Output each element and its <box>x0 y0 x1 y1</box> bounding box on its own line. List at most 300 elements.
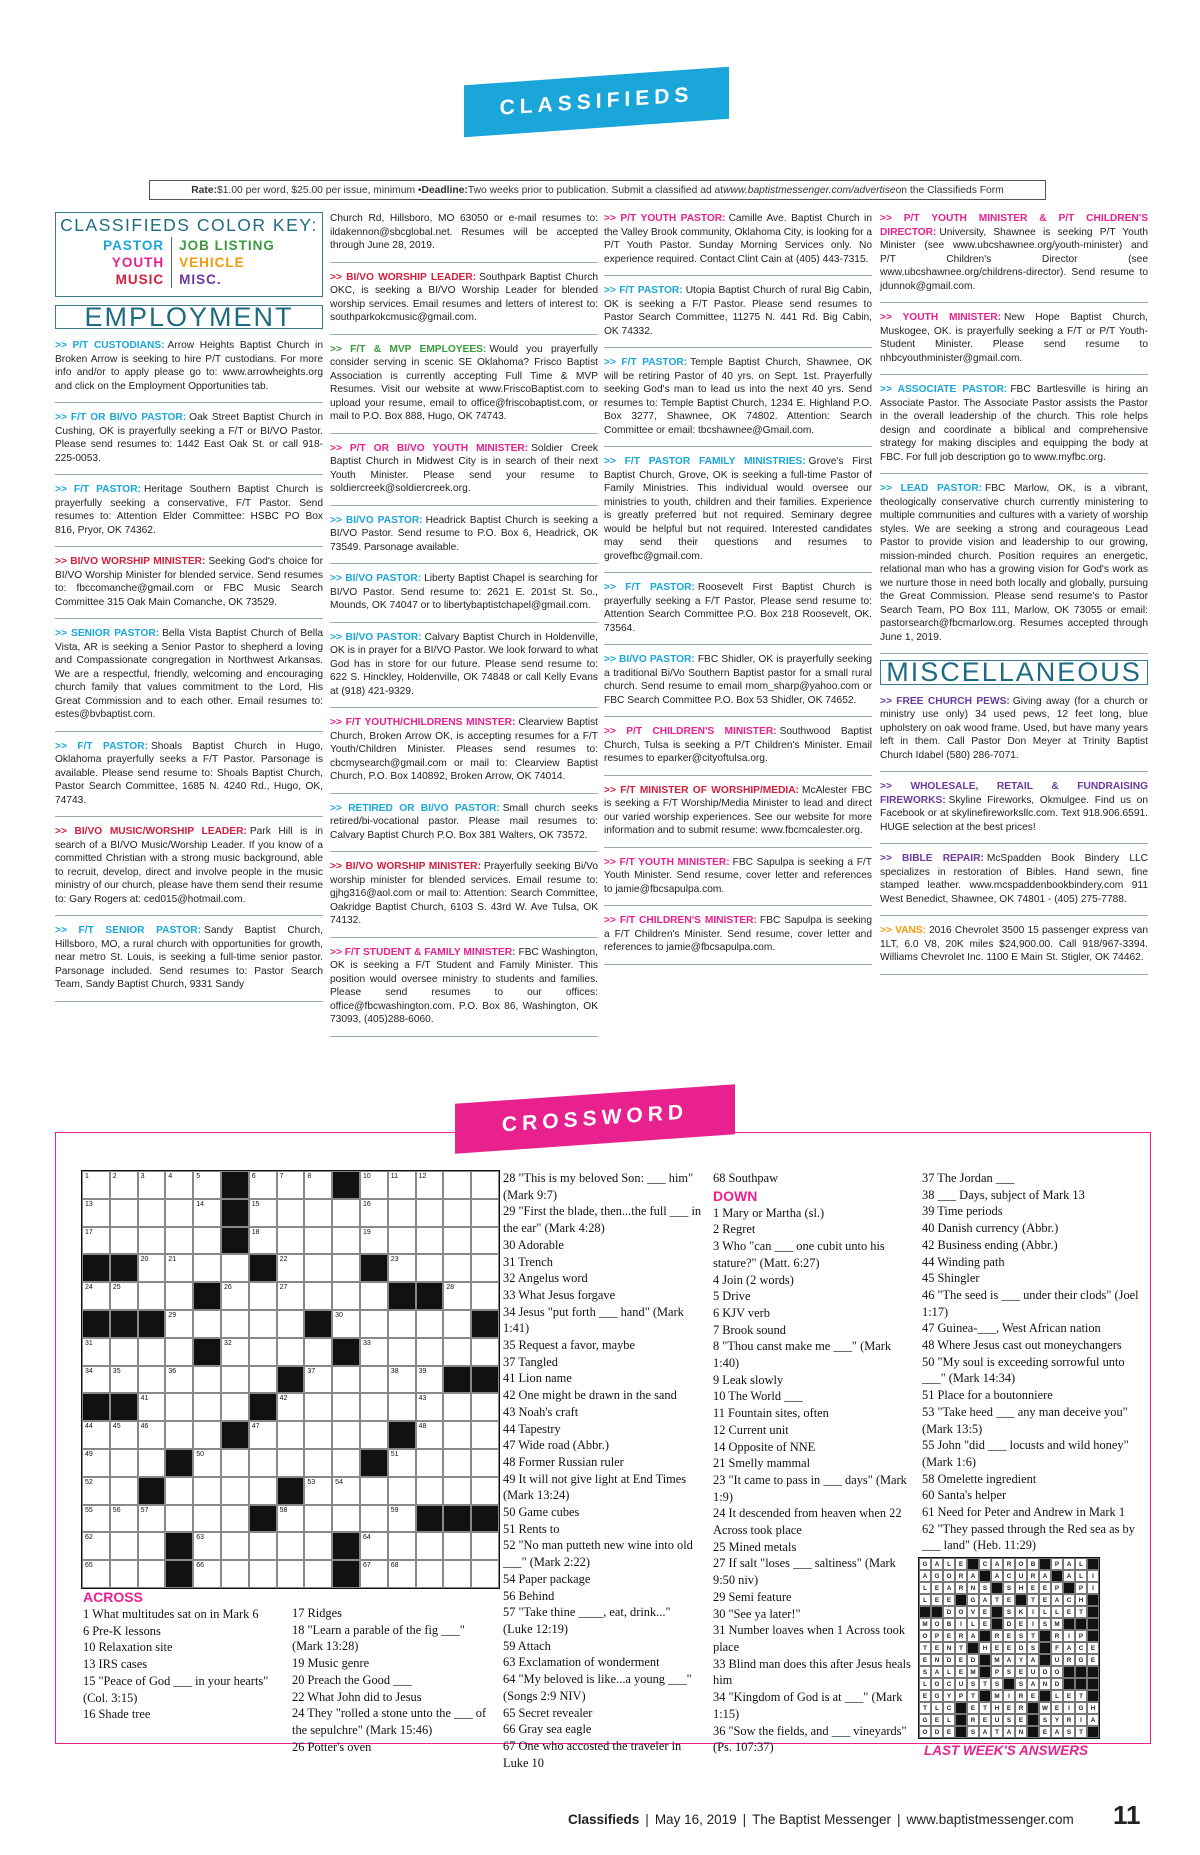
crossword-cell[interactable]: 2 <box>110 1171 138 1199</box>
solution-cell: G <box>931 1570 943 1582</box>
crossword-cell[interactable] <box>416 1449 444 1477</box>
clue: 67 One who accosted the traveler in Luke 10 <box>503 1738 682 1770</box>
crossword-cell[interactable]: 46 <box>138 1421 166 1449</box>
crossword-cell[interactable] <box>304 1227 332 1255</box>
solution-cell: T <box>1075 1726 1087 1738</box>
crossword-cell[interactable] <box>221 1393 249 1421</box>
crossword-cell[interactable] <box>332 1366 360 1394</box>
crossword-cell[interactable]: 3 <box>138 1171 166 1199</box>
crossword-cell[interactable] <box>138 1560 166 1588</box>
crossword-cell[interactable] <box>249 1310 277 1338</box>
crossword-cell[interactable] <box>110 1199 138 1227</box>
crossword-cell[interactable]: 7 <box>277 1171 305 1199</box>
crossword-cell[interactable]: 57 <box>138 1505 166 1533</box>
crossword-cell[interactable] <box>443 1199 471 1227</box>
crossword-cell[interactable] <box>416 1560 444 1588</box>
crossword-cell[interactable] <box>277 1421 305 1449</box>
solution-cell: E <box>979 1714 991 1726</box>
solution-cell: S <box>1015 1678 1027 1690</box>
solution-cell: L <box>943 1558 955 1570</box>
crossword-cell[interactable] <box>332 1254 360 1282</box>
crossword-cell[interactable] <box>416 1227 444 1255</box>
footer-section: Classifieds <box>568 1812 640 1827</box>
crossword-cell[interactable]: 8 <box>304 1171 332 1199</box>
crossword-cell[interactable] <box>443 1477 471 1505</box>
crossword-cell[interactable]: 52 <box>82 1477 110 1505</box>
crossword-cell[interactable] <box>471 1449 499 1477</box>
crossword-cell[interactable] <box>304 1505 332 1533</box>
miscellaneous-heading: MISCELLANEOUS <box>880 660 1148 685</box>
crossword-cell[interactable]: 13 <box>82 1199 110 1227</box>
solution-cell: U <box>991 1714 1003 1726</box>
crossword-cell[interactable]: 39 <box>416 1366 444 1394</box>
solution-cell <box>1039 1630 1051 1642</box>
crossword-cell[interactable] <box>165 1199 193 1227</box>
crossword-cell[interactable] <box>332 1505 360 1533</box>
crossword-cell[interactable] <box>221 1310 249 1338</box>
crossword-cell[interactable] <box>443 1254 471 1282</box>
crossword-cell[interactable]: 1 <box>82 1171 110 1199</box>
crossword-cell[interactable]: 66 <box>193 1560 221 1588</box>
crossword-cell[interactable] <box>360 1366 388 1394</box>
solution-cell: E <box>943 1630 955 1642</box>
crossword-cell[interactable] <box>471 1338 499 1366</box>
solution-cell: P <box>931 1630 943 1642</box>
crossword-cell[interactable] <box>332 1421 360 1449</box>
solution-cell: A <box>979 1594 991 1606</box>
crossword-cell[interactable] <box>443 1227 471 1255</box>
solution-cell: C <box>1003 1570 1015 1582</box>
crossword-cell[interactable] <box>249 1338 277 1366</box>
solution-cell <box>991 1606 1003 1618</box>
clue: 38 ___ Days, subject of Mark 13 <box>922 1187 1085 1202</box>
ad-body: Giving away (for a church or ministry use only) 34 used pews, 12 feet long, blue upholstery on oak wood frame. Used, but have many years left in them. Call Pastor Don Meyer at Trinity Baptist Church Idabel (580) 286-7071. <box>880 695 1148 761</box>
crossword-cell[interactable]: 43 <box>416 1393 444 1421</box>
crossword-cell[interactable] <box>388 1338 416 1366</box>
crossword-cell[interactable] <box>249 1366 277 1394</box>
crossword-cell[interactable]: 44 <box>82 1421 110 1449</box>
crossword-cell[interactable] <box>332 1282 360 1310</box>
ad-heading: >> BIBLE REPAIR: <box>880 853 984 864</box>
crossword-cell[interactable]: 68 <box>388 1560 416 1588</box>
crossword-cell[interactable]: 41 <box>138 1393 166 1421</box>
crossword-cell[interactable] <box>360 1282 388 1310</box>
crossword-cell[interactable] <box>304 1421 332 1449</box>
crossword-cell[interactable]: 48 <box>416 1421 444 1449</box>
classified-ad <box>604 276 872 348</box>
crossword-cell[interactable] <box>471 1282 499 1310</box>
crossword-cell[interactable] <box>165 1338 193 1366</box>
crossword-cell[interactable]: 54 <box>332 1477 360 1505</box>
crossword-cell[interactable] <box>221 1560 249 1588</box>
crossword-cell[interactable] <box>471 1227 499 1255</box>
solution-cell: E <box>1003 1630 1015 1642</box>
crossword-cell[interactable] <box>165 1421 193 1449</box>
crossword-cell[interactable]: 33 <box>360 1338 388 1366</box>
clue: 46 "The seed is ___ under their clods" (Joel 1:17) <box>922 1287 1139 1319</box>
crossword-cell[interactable]: 35 <box>110 1366 138 1394</box>
crossword-cell[interactable]: 4 <box>165 1171 193 1199</box>
advertise-link[interactable]: www.baptistmessenger.com/advertise <box>723 184 896 196</box>
crossword-cell[interactable] <box>304 1449 332 1477</box>
crossword-cell[interactable]: 11 <box>388 1171 416 1199</box>
crossword-cell[interactable] <box>304 1393 332 1421</box>
crossword-cell[interactable] <box>471 1171 499 1199</box>
solution-cell: G <box>919 1714 931 1726</box>
crossword-cell[interactable]: 12 <box>416 1171 444 1199</box>
crossword-cell[interactable]: 63 <box>193 1532 221 1560</box>
crossword-cell[interactable] <box>193 1421 221 1449</box>
solution-cell: P <box>955 1690 967 1702</box>
solution-cell: G <box>967 1594 979 1606</box>
crossword-cell[interactable] <box>304 1560 332 1588</box>
crossword-cell[interactable] <box>221 1505 249 1533</box>
crossword-cell[interactable] <box>193 1393 221 1421</box>
solution-cell: A <box>1003 1726 1015 1738</box>
solution-cell: D <box>967 1654 979 1666</box>
solution-cell: R <box>1015 1702 1027 1714</box>
crossword-cell[interactable] <box>416 1477 444 1505</box>
crossword-cell[interactable] <box>471 1421 499 1449</box>
crossword-cell[interactable]: 55 <box>82 1505 110 1533</box>
solution-cell: L <box>1039 1606 1051 1618</box>
classified-ad <box>330 708 598 794</box>
crossword-cell[interactable] <box>110 1477 138 1505</box>
solution-cell: A <box>931 1558 943 1570</box>
clue: 2 Regret <box>713 1222 756 1237</box>
crossword-cell[interactable]: 29 <box>165 1310 193 1338</box>
crossword-cell[interactable]: 45 <box>110 1421 138 1449</box>
crossword-cell[interactable]: 36 <box>165 1366 193 1394</box>
crossword-cell[interactable] <box>193 1366 221 1394</box>
solution-cell: E <box>919 1690 931 1702</box>
crossword-cell[interactable] <box>443 1560 471 1588</box>
crossword-cell[interactable]: 51 <box>388 1449 416 1477</box>
crossword-cell[interactable] <box>304 1338 332 1366</box>
solution-cell: U <box>1015 1570 1027 1582</box>
crossword-cell[interactable] <box>416 1199 444 1227</box>
solution-cell <box>979 1690 991 1702</box>
solution-cell <box>979 1630 991 1642</box>
crossword-cell[interactable] <box>360 1421 388 1449</box>
crossword-cell[interactable] <box>443 1421 471 1449</box>
crossword-cell[interactable] <box>221 1532 249 1560</box>
crossword-cell[interactable] <box>416 1310 444 1338</box>
classified-ad <box>330 852 598 938</box>
classified-ad <box>604 776 872 848</box>
crossword-cell[interactable] <box>193 1227 221 1255</box>
crossword-cell[interactable] <box>110 1560 138 1588</box>
solution-cell: R <box>967 1714 979 1726</box>
solution-cell: E <box>931 1594 943 1606</box>
crossword-cell[interactable]: 65 <box>82 1560 110 1588</box>
crossword-cell[interactable]: 23 <box>388 1254 416 1282</box>
crossword-cell[interactable] <box>360 1310 388 1338</box>
solution-cell: H <box>1087 1702 1099 1714</box>
crossword-cell[interactable] <box>332 1393 360 1421</box>
classified-ad <box>330 623 598 709</box>
classified-ad <box>330 794 598 853</box>
crossword-cell[interactable]: 18 <box>249 1227 277 1255</box>
crossword-cell[interactable]: 38 <box>388 1366 416 1394</box>
black-square <box>82 1393 110 1421</box>
crossword-cell[interactable] <box>471 1199 499 1227</box>
crossword-cell[interactable] <box>165 1393 193 1421</box>
solution-cell: D <box>1015 1642 1027 1654</box>
crossword-cell[interactable] <box>249 1477 277 1505</box>
crossword-cell[interactable] <box>388 1227 416 1255</box>
crossword-cell[interactable]: 26 <box>221 1282 249 1310</box>
crossword-cell[interactable] <box>277 1449 305 1477</box>
crossword-cell[interactable] <box>165 1227 193 1255</box>
crossword-cell[interactable]: 58 <box>277 1505 305 1533</box>
crossword-cell[interactable] <box>360 1393 388 1421</box>
black-square <box>388 1421 416 1449</box>
footer-paper: The Baptist Messenger <box>752 1812 891 1827</box>
solution-cell: A <box>1027 1678 1039 1690</box>
crossword-cell[interactable]: 19 <box>360 1227 388 1255</box>
crossword-cell[interactable] <box>138 1199 166 1227</box>
classified-ad <box>604 573 872 645</box>
crossword-cell[interactable]: 53 <box>304 1477 332 1505</box>
crossword-cell[interactable] <box>221 1366 249 1394</box>
clue: 39 Time periods <box>922 1204 1003 1219</box>
crossword-cell[interactable]: 15 <box>249 1199 277 1227</box>
solution-cell: T <box>991 1594 1003 1606</box>
solution-cell: E <box>1039 1594 1051 1606</box>
crossword-cell[interactable] <box>388 1199 416 1227</box>
crossword-cell[interactable] <box>193 1477 221 1505</box>
crossword-cell[interactable]: 22 <box>277 1254 305 1282</box>
crossword-cell[interactable] <box>277 1199 305 1227</box>
classified-ad <box>55 475 323 547</box>
clue: 26 Potter's oven <box>292 1739 372 1754</box>
solution-cell: D <box>1051 1678 1063 1690</box>
ad-heading: >> P/T CHILDREN'S MINISTER: <box>604 726 777 737</box>
solution-cell: R <box>1003 1558 1015 1570</box>
crossword-cell[interactable] <box>249 1449 277 1477</box>
crossword-cell[interactable] <box>388 1532 416 1560</box>
crossword-cell[interactable] <box>193 1310 221 1338</box>
crossword-cell[interactable] <box>110 1227 138 1255</box>
crossword-cell[interactable] <box>304 1282 332 1310</box>
ad-body: Liberty Baptist Chapel is searching for BI/VO Pastor. Send resume to: 2621 E. 201st St. So., Mounds, OK 74047 or to libertybaptistchapel@gmail.com. <box>330 573 598 611</box>
clue: 47 Wide road (Abbr.) <box>503 1438 609 1453</box>
crossword-cell[interactable]: 67 <box>360 1560 388 1588</box>
crossword-cell[interactable] <box>360 1505 388 1533</box>
crossword-cell[interactable] <box>471 1560 499 1588</box>
crossword-cell[interactable] <box>277 1338 305 1366</box>
solution-cell: R <box>955 1582 967 1594</box>
solution-cell: S <box>991 1678 1003 1690</box>
crossword-cell[interactable] <box>388 1393 416 1421</box>
crossword-cell[interactable]: 20 <box>138 1254 166 1282</box>
crossword-cell[interactable]: 6 <box>249 1171 277 1199</box>
crossword-cell[interactable]: 5 <box>193 1171 221 1199</box>
crossword-cell[interactable] <box>304 1254 332 1282</box>
solution-cell: E <box>967 1702 979 1714</box>
solution-cell: S <box>1003 1714 1015 1726</box>
crossword-cell[interactable] <box>165 1477 193 1505</box>
footer-date: May 16, 2019 <box>654 1812 737 1827</box>
clue: 33 What Jesus forgave <box>503 1287 616 1302</box>
clue: 58 Omelette ingredient <box>922 1471 1037 1486</box>
solution-cell: E <box>1039 1582 1051 1594</box>
crossword-cell[interactable] <box>443 1449 471 1477</box>
solution-cell: E <box>1063 1690 1075 1702</box>
clue: 31 Trench <box>503 1254 553 1269</box>
black-square <box>443 1505 471 1533</box>
crossword-cell[interactable] <box>304 1532 332 1560</box>
crossword-cell[interactable]: 59 <box>388 1505 416 1533</box>
crossword-cell[interactable]: 25 <box>110 1282 138 1310</box>
crossword-cell[interactable] <box>193 1505 221 1533</box>
solution-cell <box>1087 1594 1099 1606</box>
crossword-cell[interactable] <box>138 1227 166 1255</box>
ad-heading: >> F/T CHILDREN'S MINISTER: <box>604 915 757 926</box>
classified-ad <box>604 906 872 965</box>
clue: 1 What multitudes sat on in Mark 6 <box>83 1607 259 1621</box>
crossword-cell[interactable]: 16 <box>360 1199 388 1227</box>
key-youth: YOUTH <box>111 254 165 270</box>
clue: 44 Winding path <box>922 1254 1005 1269</box>
clue: 63 Exclamation of wonderment <box>503 1655 660 1670</box>
crossword-cell[interactable]: 64 <box>360 1532 388 1560</box>
clue: 48 Where Jesus cast out moneychangers <box>922 1338 1122 1353</box>
crossword-cell[interactable]: 34 <box>82 1366 110 1394</box>
ad-heading: >> F/T PASTOR: <box>55 484 141 495</box>
crossword-cell[interactable]: 14 <box>193 1199 221 1227</box>
crossword-cell[interactable] <box>110 1449 138 1477</box>
ad-heading: >> VANS: <box>880 925 927 936</box>
crossword-cell[interactable]: 37 <box>304 1366 332 1394</box>
crossword-cell[interactable]: 10 <box>360 1171 388 1199</box>
ad-body: FBC Sapulpa is seeking a F/T Youth Minister. Send resume, cover letter and references to jamie@fbcsapulpa.com. <box>604 856 872 895</box>
crossword-cell[interactable] <box>332 1227 360 1255</box>
black-square <box>277 1477 305 1505</box>
clue: 53 "Take heed ___ any man deceive you" (Mark 13:5) <box>922 1404 1128 1436</box>
crossword-cell[interactable]: 17 <box>82 1227 110 1255</box>
solution-cell: S <box>919 1666 931 1678</box>
crossword-cell[interactable] <box>165 1282 193 1310</box>
solution-cell: O <box>931 1618 943 1630</box>
crossword-cell[interactable] <box>138 1338 166 1366</box>
crossword-cell[interactable] <box>110 1338 138 1366</box>
clue: 66 Gray sea eagle <box>503 1722 592 1737</box>
crossword-cell[interactable]: 49 <box>82 1449 110 1477</box>
solution-cell: E <box>931 1582 943 1594</box>
crossword-cell[interactable] <box>416 1338 444 1366</box>
ad-body: Would you prayerfully consider serving in scenic SE Oklahoma? Frisco Baptist Association is currently accepting Full Time & MVP Resumes. Visit our website at www.FriscoBaptist.com to upload your resume, email to office@friscobaptist.com, or mail to P.O. Box 888, Hugo, OK 74743. <box>330 343 598 422</box>
crossword-cell[interactable]: 56 <box>110 1505 138 1533</box>
crossword-cell[interactable] <box>165 1505 193 1533</box>
crossword-cell[interactable] <box>221 1449 249 1477</box>
crossword-cell[interactable]: 28 <box>443 1282 471 1310</box>
solution-cell: A <box>943 1582 955 1594</box>
crossword-cell[interactable] <box>221 1477 249 1505</box>
footer-url[interactable]: www.baptistmessenger.com <box>906 1812 1074 1827</box>
crossword-cell[interactable] <box>388 1477 416 1505</box>
solution-cell: O <box>919 1630 931 1642</box>
crossword-cell[interactable] <box>471 1532 499 1560</box>
crossword-cell[interactable] <box>471 1393 499 1421</box>
crossword-cell[interactable] <box>277 1310 305 1338</box>
ad-body: Soldier Creek Baptist Church in Midwest City is in search of their next Youth Minister. Please send your resume to soldiercreek@soldiercreek.org. <box>330 442 598 494</box>
crossword-cell[interactable]: 32 <box>221 1338 249 1366</box>
crossword-cell[interactable] <box>138 1449 166 1477</box>
crossword-cell[interactable] <box>471 1477 499 1505</box>
crossword-cell[interactable] <box>249 1532 277 1560</box>
crossword-cell[interactable] <box>221 1254 249 1282</box>
crossword-cell[interactable]: 50 <box>193 1449 221 1477</box>
crossword-cell[interactable]: 31 <box>82 1338 110 1366</box>
crossword-cell[interactable] <box>332 1199 360 1227</box>
crossword-cell[interactable] <box>249 1282 277 1310</box>
crossword-cell[interactable]: 42 <box>277 1393 305 1421</box>
crossword-cell[interactable]: 62 <box>82 1532 110 1560</box>
crossword-cell[interactable] <box>443 1338 471 1366</box>
crossword-cell[interactable] <box>138 1366 166 1394</box>
crossword-cell[interactable] <box>277 1227 305 1255</box>
crossword-cell[interactable] <box>138 1282 166 1310</box>
crossword-cell[interactable] <box>249 1560 277 1588</box>
crossword-cell[interactable] <box>416 1532 444 1560</box>
solution-cell <box>1051 1570 1063 1582</box>
clue: 11 Fountain sites, often <box>713 1406 829 1421</box>
crossword-cell[interactable] <box>443 1393 471 1421</box>
crossword-cell[interactable]: 47 <box>249 1421 277 1449</box>
crossword-cell[interactable] <box>443 1310 471 1338</box>
solution-cell: E <box>1003 1594 1015 1606</box>
crossword-cell[interactable] <box>471 1254 499 1282</box>
crossword-cell[interactable] <box>138 1532 166 1560</box>
crossword-cell[interactable] <box>332 1449 360 1477</box>
solution-cell: E <box>1027 1690 1039 1702</box>
crossword-cell[interactable]: 27 <box>277 1282 305 1310</box>
clue: 7 Brook sound <box>713 1322 786 1337</box>
crossword-cell[interactable] <box>193 1254 221 1282</box>
ad-body: Camille Ave. Baptist Church in the Valley Brook community, Oklahoma City, is looking for a P/T Youth Pastor. Sunday Morning Services only. No experience required. Contact Clint Cain at (405) 443-7315. <box>604 213 872 265</box>
solution-cell <box>1087 1558 1099 1570</box>
crossword-cell[interactable] <box>443 1532 471 1560</box>
crossword-cell[interactable] <box>277 1560 305 1588</box>
crossword-cell[interactable] <box>110 1532 138 1560</box>
solution-cell <box>1039 1558 1051 1570</box>
black-square <box>193 1338 221 1366</box>
crossword-cell[interactable] <box>304 1199 332 1227</box>
solution-cell: D <box>1003 1618 1015 1630</box>
solution-cell: E <box>955 1558 967 1570</box>
solution-cell: K <box>1015 1606 1027 1618</box>
crossword-cell[interactable] <box>388 1310 416 1338</box>
across-clues <box>83 1588 273 1723</box>
solution-cell: P <box>1051 1582 1063 1594</box>
crossword-cell[interactable] <box>416 1254 444 1282</box>
clue: 30 "See ya later!" <box>713 1606 801 1621</box>
solution-cell: A <box>1003 1654 1015 1666</box>
crossword-cell[interactable] <box>443 1171 471 1199</box>
crossword-grid[interactable] <box>81 1170 500 1589</box>
solution-cell: S <box>1003 1666 1015 1678</box>
crossword-cell[interactable] <box>360 1477 388 1505</box>
clue: 36 "Sow the fields, and ___ vineyards" (Ps. 107:37) <box>713 1723 907 1755</box>
crossword-cell[interactable]: 21 <box>165 1254 193 1282</box>
crossword-cell[interactable]: 24 <box>82 1282 110 1310</box>
crossword-cell[interactable]: 30 <box>332 1310 360 1338</box>
clue: 22 What John did to Jesus <box>292 1689 422 1704</box>
classified-ad <box>880 474 1148 654</box>
crossword-cell[interactable] <box>277 1532 305 1560</box>
